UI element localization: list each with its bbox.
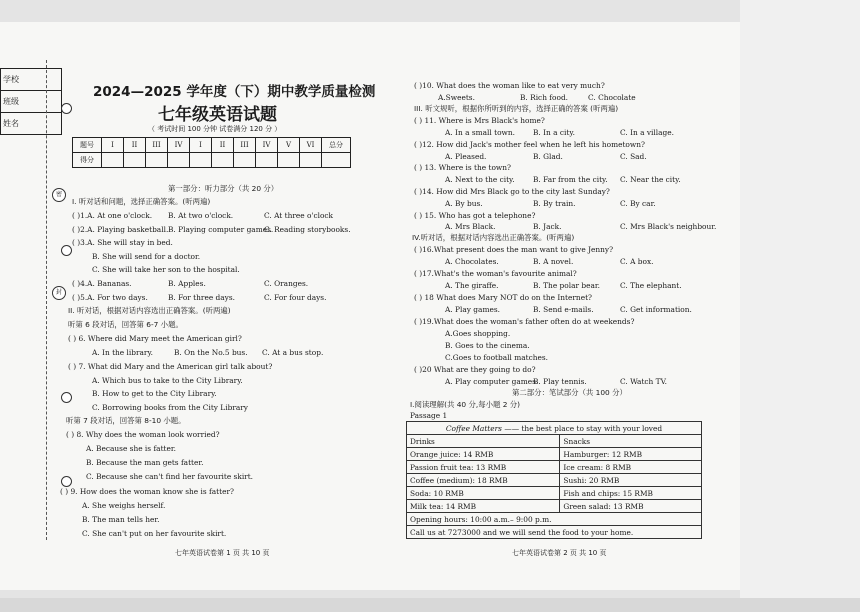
q3-option-a: ( )3.A. She will stay in bed. <box>72 238 173 247</box>
q15-option-b: B. Jack. <box>533 222 562 231</box>
q17-option-a: A. The giraffe. <box>445 281 499 290</box>
q8-stem: ( ) 8. Why does the woman look worried? <box>66 430 220 439</box>
score-header-cell: III <box>234 138 256 153</box>
section4-heading: IV.听对话，根据对话内容选出正确答案。(听两遍) <box>412 233 575 242</box>
q18-option-a: A. Play games. <box>445 305 500 314</box>
snacks-header: Snacks <box>560 435 702 448</box>
q4-option-a: ( )4.A. Bananas. <box>72 279 132 288</box>
score-cell[interactable] <box>146 153 168 168</box>
score-header-cell: III <box>146 138 168 153</box>
dialogue6-heading: 听第 6 段对话，回答第 6-7 小题。 <box>68 320 183 329</box>
q16-option-a: A. Chocolates. <box>445 257 499 266</box>
score-header-cell: 题号 <box>73 138 102 153</box>
score-header-cell: V <box>278 138 300 153</box>
score-header-cell: II <box>212 138 234 153</box>
passage-label: Passage 1 <box>410 411 448 420</box>
q2-option-b: B. Playing computer games. <box>168 225 274 234</box>
q4-option-b: B. Apples. <box>168 279 206 288</box>
score-table <box>72 137 351 168</box>
q1-option-c: C. At three o'clock <box>264 211 334 220</box>
page1-footer: 七年英语试卷第 1 页 共 10 页 <box>175 549 270 557</box>
q14-option-c: C. By car. <box>620 199 656 208</box>
page2-footer: 七年英语试卷第 2 页 共 10 页 <box>512 549 607 557</box>
score-cell[interactable] <box>234 153 256 168</box>
snack-item: Green salad: 13 RMB <box>560 500 702 513</box>
q1-option-b: B. At two o'clock. <box>168 211 234 220</box>
q8-option-a: A. Because she is fatter. <box>86 444 176 453</box>
snack-item: Ice cream: 8 RMB <box>560 461 702 474</box>
reading-heading: I.阅读理解(共 40 分,每小题 2 分) <box>410 400 521 409</box>
q12-option-a: A. Pleased. <box>445 152 487 161</box>
q6-option-b: B. On the No.5 bus. <box>174 348 248 357</box>
score-header-cell: IV <box>168 138 190 153</box>
q9-option-a: A. She weighs herself. <box>82 501 166 510</box>
q5-option-a: ( )5.A. For two days. <box>72 293 148 302</box>
score-header-cell: VI <box>300 138 322 153</box>
q13-option-c: C. Near the city. <box>620 175 681 184</box>
q15-option-c: C. Mrs Black's neighbour. <box>620 222 717 231</box>
q18-option-c: C. Get information. <box>620 305 692 314</box>
exam-title: 2024—2025 学年度（下）期中教学质量检测 <box>93 84 376 100</box>
drink-item: Passion fruit tea: 13 RMB <box>407 461 560 474</box>
name-label: 姓名 <box>1 113 62 135</box>
score-header-cell: I <box>102 138 124 153</box>
q19-option-c: C.Goes to football matches. <box>445 353 548 362</box>
snack-item: Hamburger: 12 RMB <box>560 448 702 461</box>
q13-option-a: A. Next to the city. <box>445 175 515 184</box>
q12-option-c: C. Sad. <box>620 152 647 161</box>
binding-hole <box>61 245 72 256</box>
q9-stem: ( ) 9. How does the woman know she is fatter? <box>60 487 234 496</box>
score-cell[interactable] <box>102 153 124 168</box>
q18-option-b: B. Send e-mails. <box>533 305 594 314</box>
drinks-header: Drinks <box>407 435 560 448</box>
student-info-table <box>0 68 62 135</box>
drink-item: Coffee (medium): 18 RMB <box>407 474 560 487</box>
q20-stem: ( )20 What are they going to do? <box>414 365 536 374</box>
q17-option-c: C. The elephant. <box>620 281 682 290</box>
q17-stem: ( )17.What's the woman's favourite animal? <box>414 269 577 278</box>
q1-option-a: ( )1.A. At one o'clock. <box>72 211 153 220</box>
q2-option-c: C. Reading storybooks. <box>264 225 351 234</box>
score-cell[interactable] <box>124 153 146 168</box>
score-row-label: 得分 <box>73 153 102 168</box>
menu-table <box>406 421 702 539</box>
q13-stem: ( ) 13. Where is the town? <box>414 163 511 172</box>
score-header-cell: 总分 <box>322 138 351 153</box>
drink-item: Milk tea: 14 RMB <box>407 500 560 513</box>
q9-option-b: B. The man tells her. <box>82 515 160 524</box>
part1-heading: 第一部分：听力部分（共 20 分） <box>168 184 279 193</box>
school-label: 学校 <box>1 69 62 91</box>
q20-option-c: C. Watch TV. <box>620 377 667 386</box>
q19-stem: ( )19.What does the woman's father often do at weekends? <box>414 317 635 326</box>
q16-option-c: C. A box. <box>620 257 654 266</box>
q10-option-a: A.Sweets. <box>438 93 475 102</box>
q5-option-b: B. For three days. <box>168 293 235 302</box>
binding-hole <box>61 392 72 403</box>
q9-option-c: C. She can't put on her favourite skirt. <box>82 529 227 538</box>
snack-item: Fish and chips: 15 RMB <box>560 487 702 500</box>
score-header-cell: IV <box>256 138 278 153</box>
q11-option-c: C. In a village. <box>620 128 675 137</box>
menu-tagline: —— the best place to stay with your loved <box>504 423 663 433</box>
section3-heading: III. 听文规听，根据你所听到的内容，选择正确的答案 (听两遍) <box>414 104 619 113</box>
seal-mark: 密 <box>52 188 66 202</box>
exam-subtitle: 七年级英语试题 <box>158 105 277 125</box>
dialogue7-heading: 听第 7 段对话，回答第 8-10 小题。 <box>66 416 186 425</box>
class-label: 班级 <box>1 91 62 113</box>
q15-stem: ( ) 15. Who has got a telephone? <box>414 211 536 220</box>
drink-item: Orange juice: 14 RMB <box>407 448 560 461</box>
q19-option-b: B. Goes to the cinema. <box>445 341 530 350</box>
q12-option-b: B. Glad. <box>533 152 563 161</box>
q7-option-b: B. How to get to the City Library. <box>92 389 217 398</box>
q6-option-a: A. In the library. <box>92 348 153 357</box>
section1-heading: I. 听对话和问题，选择正确答案。(听两遍) <box>72 197 211 206</box>
exam-meta: （ 考试时间 100 分钟 试卷满分 120 分 ） <box>148 125 282 133</box>
q14-stem: ( )14. How did Mrs Black go to the city last Sunday? <box>414 187 610 196</box>
binding-line <box>46 60 47 540</box>
binding-hole <box>61 476 72 487</box>
q12-stem: ( )12. How did Jack's mother feel when he left his hometown? <box>414 140 645 149</box>
q7-option-c: C. Borrowing books from the City Library <box>92 403 248 412</box>
q8-option-c: C. Because she can't find her favourite skirt. <box>86 472 254 481</box>
drink-item: Soda: 10 RMB <box>407 487 560 500</box>
menu-title: Coffee Matters <box>445 423 502 433</box>
score-cell[interactable] <box>212 153 234 168</box>
q19-option-a: A.Goes shopping. <box>445 329 511 338</box>
score-header-cell: II <box>124 138 146 153</box>
side-margin <box>740 0 860 612</box>
q16-stem: ( )16.What present does the man want to give Jenny? <box>414 245 614 254</box>
seal-mark: 封 <box>52 286 66 300</box>
q10-stem: ( )10. What does the woman like to eat very much? <box>414 81 605 90</box>
score-cell[interactable] <box>190 153 212 168</box>
q6-stem: ( ) 6. Where did Mary meet the American girl? <box>68 334 242 343</box>
q20-option-a: A. Play computer games. <box>445 377 539 386</box>
section2-heading: II. 听对话，根据对话内容选出正确答案。(听两遍) <box>68 306 231 315</box>
opening-hours: Opening hours: 10:00 a.m.– 9:00 p.m. <box>407 513 702 526</box>
call-info: Call us at 7273000 and we will send the food to your home. <box>407 526 702 539</box>
score-header-cell: I <box>190 138 212 153</box>
q13-option-b: B. Far from the city. <box>533 175 608 184</box>
score-cell[interactable] <box>278 153 300 168</box>
q14-option-a: A. By bus. <box>445 199 483 208</box>
q14-option-b: B. By train. <box>533 199 576 208</box>
q4-option-c: C. Oranges. <box>264 279 309 288</box>
q8-option-b: B. Because the man gets fatter. <box>86 458 204 467</box>
q3-option-b: B. She will send for a doctor. <box>92 252 201 261</box>
q7-stem: ( ) 7. What did Mary and the American girl talk about? <box>68 362 273 371</box>
score-cell[interactable] <box>300 153 322 168</box>
binding-hole <box>61 103 72 114</box>
snack-item: Sushi: 20 RMB <box>560 474 702 487</box>
score-cell[interactable] <box>322 153 351 168</box>
q11-option-a: A. In a small town. <box>445 128 515 137</box>
bottom-edge <box>0 598 860 612</box>
q7-option-a: A. Which bus to take to the City Library. <box>92 376 243 385</box>
q3-option-c: C. She will take her son to the hospital. <box>92 265 240 274</box>
q10-option-c: C. Chocolate <box>588 93 636 102</box>
q6-option-c: C. At a bus stop. <box>262 348 324 357</box>
score-cell[interactable] <box>256 153 278 168</box>
q11-stem: ( ) 11. Where is Mrs Black's home? <box>414 116 545 125</box>
score-cell[interactable] <box>168 153 190 168</box>
q17-option-b: B. The polar bear. <box>533 281 600 290</box>
q18-stem: ( ) 18 What does Mary NOT do on the Internet? <box>414 293 592 302</box>
q10-option-b: B. Rich food. <box>520 93 569 102</box>
q2-option-a: ( )2.A. Playing basketball. <box>72 225 169 234</box>
part2-heading: 第二部分：笔试部分（共 100 分） <box>512 388 627 397</box>
q15-option-a: A. Mrs Black. <box>445 222 496 231</box>
q16-option-b: B. A novel. <box>533 257 574 266</box>
q5-option-c: C. For four days. <box>264 293 327 302</box>
q20-option-b: B. Play tennis. <box>533 377 587 386</box>
q11-option-b: B. In a city. <box>533 128 575 137</box>
menu-title-row <box>407 422 702 435</box>
